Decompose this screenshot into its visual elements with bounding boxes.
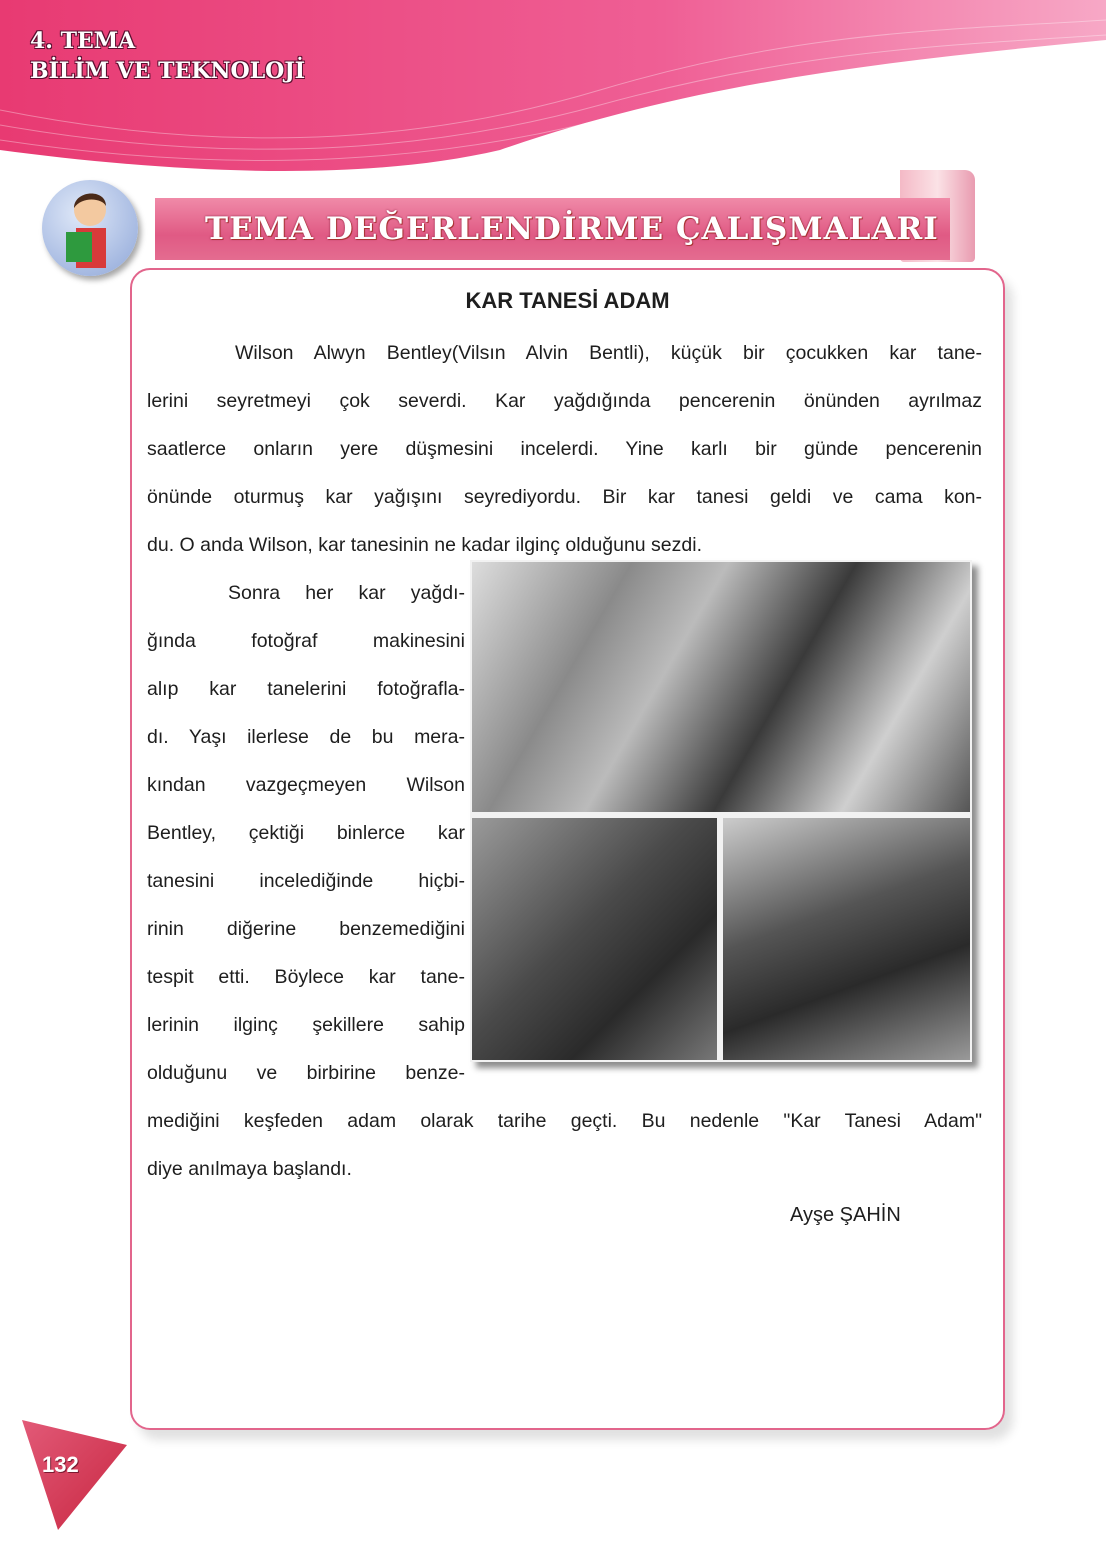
theme-number: 4. TEMA (30, 28, 136, 54)
article-line: mediğini keşfeden adam olarak tarihe geçti. Bu nedenle "Kar Tanesi Adam" (147, 1110, 982, 1132)
author-name: Ayşe ŞAHİN (790, 1204, 901, 1226)
page-number: 132 (42, 1452, 79, 1477)
article-line: Bentley, çektiği binlerce kar (147, 822, 465, 844)
article-line: olduğunu ve birbirine benze- (147, 1062, 465, 1084)
child-reading-icon (42, 180, 138, 276)
photo-bentley-examining (472, 818, 717, 1060)
article-line: lerinin ilginç şekillere sahip (147, 1014, 465, 1036)
article-line: ğında fotoğraf makinesini (147, 630, 465, 652)
theme-name: BİLİM VE TEKNOLOJİ (30, 58, 306, 84)
article-line: Sonra her kar yağdı- (228, 582, 465, 604)
article-line: du. O anda Wilson, kar tanesinin ne kadar ilginç olduğunu sezdi. (147, 534, 702, 556)
article-line: alıp kar tanelerini fotoğrafla- (147, 678, 465, 700)
article-line: diye anılmaya başlandı. (147, 1158, 352, 1180)
article-line: tanesini incelediğinde hiçbi- (147, 870, 465, 892)
article-line: Wilson Alwyn Bentley(Vilsın Alvin Bentli), küçük bir çocukken kar tane- (235, 342, 982, 364)
article-line: dı. Yaşı ilerlese de bu mera- (147, 726, 465, 748)
photo-bentley-camera (472, 562, 970, 812)
photo-bentley-microscope (723, 818, 970, 1060)
bentley-photo-collage (470, 560, 972, 1062)
theme-heading (30, 26, 305, 86)
article-line: rinin diğerine benzemediğini (147, 918, 465, 940)
section-title: TEMA DEĞERLENDİRME ÇALIŞMALARI (205, 211, 939, 247)
article-line: tespit etti. Böylece kar tane- (147, 966, 465, 988)
child-reading-avatar (42, 180, 138, 276)
article-line: önünde oturmuş kar yağışını seyrediyordu. Bir kar tanesi geldi ve cama kon- (147, 486, 982, 508)
article-line: kından vazgeçmeyen Wilson (147, 774, 465, 796)
article-title: KAR TANESİ ADAM (465, 288, 670, 313)
article-line: lerini seyretmeyi çok severdi. Kar yağdığında pencerenin önünden ayrılmaz (147, 390, 982, 412)
article-line: saatlerce onların yere düşmesini incelerdi. Yine karlı bir günde pencerenin (147, 438, 982, 460)
